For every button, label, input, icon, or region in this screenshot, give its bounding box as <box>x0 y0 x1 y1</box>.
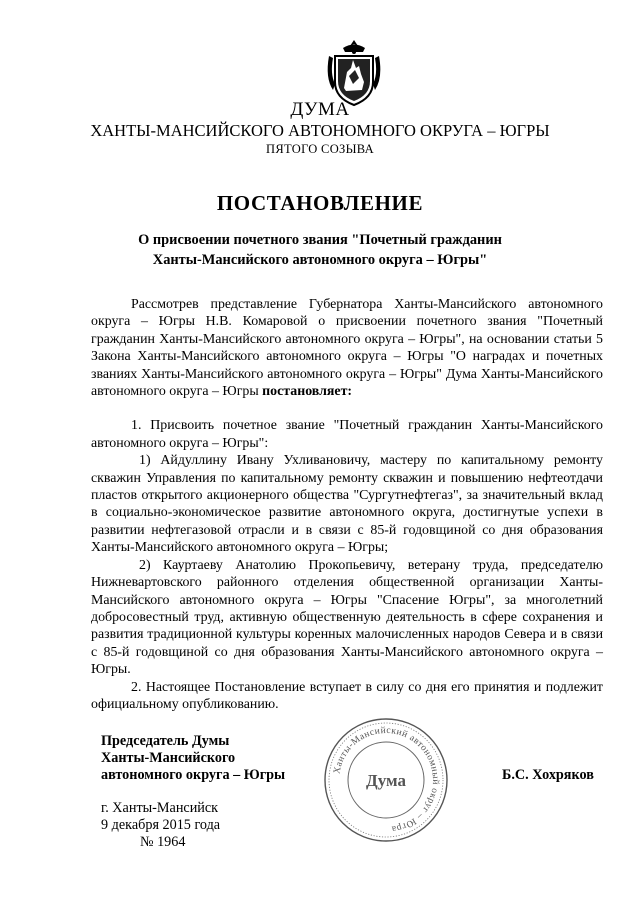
item-2: 2. Настоящее Постановление вступает в силу со дня его принятия и подлежит официальному опубликованию. <box>91 679 603 712</box>
document-title: ПОСТАНОВЛЕНИЕ <box>216 191 424 215</box>
header-duma: ДУМА <box>290 99 350 120</box>
date: 9 декабря 2015 года <box>101 817 221 833</box>
position-line-3: автономного округа – Югры <box>101 767 286 783</box>
round-seal-stamp <box>322 716 450 844</box>
preamble-decision-word: постановляет: <box>262 384 353 400</box>
subject-line-1: О присвоении почетного звания "Почетный гражданин <box>138 232 502 248</box>
header-okrug: ХАНТЫ-МАНСИЙСКОГО АВТОНОМНОГО ОКРУГА – ЮГРЫ <box>90 121 550 140</box>
item-1-2: 2) Кауртаеву Анатолию Прокопьевичу, ветерану труда, председателю Нижневартовского районного отделения общественной организации Ханты-Мансийского автономного округа – Югры "Спасение Югры", за многолетний добросовестный труд, активную общественную деятельность в сфере сохранения и развития традиционной культуры коренных малочисленных народов Севера и в связи с 85-й годовщиной со дня образования Ханты-Мансийского автономного округа – Югры. <box>91 557 603 678</box>
document-body <box>91 296 603 713</box>
document-number: № 1964 <box>140 834 186 850</box>
coat-of-arms-emblem <box>325 38 383 108</box>
signatory-name: Б.С. Хохряков <box>502 767 594 783</box>
item-1: 1. Присвоить почетное звание "Почетный гражданин Ханты-Мансийского автономного округа – Югры": <box>91 418 603 451</box>
document-subject <box>0 230 640 270</box>
preamble-paragraph <box>91 296 603 400</box>
item-1-1: 1) Айдуллину Ивану Ухливановичу, мастеру по капитальному ремонту скважин Управления по капитальному ремонту скважин и повышению нефтеотдачи пластов открытого акционерного общества "Сургутнефтегаз", за значительный вклад в социально-экономическое развитие автономного округа, достигнутые успехи в развитии нефтегазовой отрасли и в связи с 85-й годовщиной со дня образования Ханты-Мансийского автономного округа – Югры; <box>91 453 603 556</box>
subject-line-2: Ханты-Мансийского автономного округа – Югры" <box>152 252 488 268</box>
place-and-date <box>101 800 220 851</box>
position-line-1: Председатель Думы <box>101 733 230 749</box>
preamble-text: Рассмотрев представление Губернатора Ханты-Мансийского автономного округа – Югры Н.В. Комаровой о присвоении почетного звания "Почетный гражданин Ханты-Мансийского автономного округа – Югры", на основании статьи 5 Закона Ханты-Мансийского автономного округа – Югры "О наградах и почетных званиях Ханты-Мансийского автономного округа – Югры" Дума Ханты-Мансийского автономного округа – Югры <box>91 297 603 400</box>
seal-center-text: Дума <box>366 771 406 790</box>
header-convocation: ПЯТОГО СОЗЫВА <box>266 142 374 156</box>
position-line-2: Ханты-Мансийского <box>101 750 236 766</box>
signatory-position <box>101 733 285 784</box>
seal-ring-text: Ханты-Мансийский автономный округ – Югра <box>332 725 441 834</box>
city: г. Ханты-Мансийск <box>101 800 219 816</box>
